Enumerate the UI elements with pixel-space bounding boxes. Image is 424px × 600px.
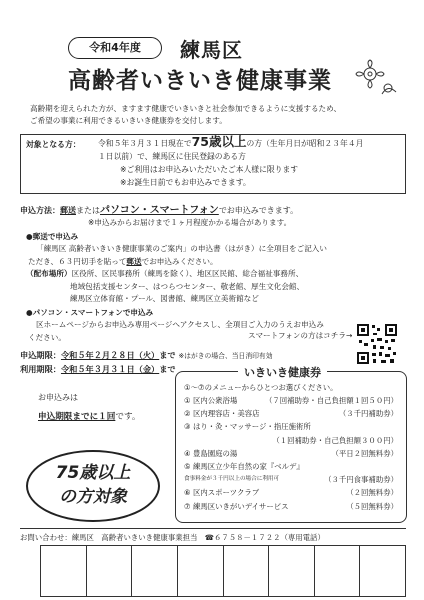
method-tail: でお申込みできます。 [218, 206, 299, 215]
ticket-row-detail: （３千円食事補助券） [324, 475, 398, 485]
ticket-row-label: ⑥ 区内スポーツクラブ [184, 488, 260, 498]
once-line2 [38, 410, 140, 422]
page-title: 高齢者いきいき健康事業 [68, 68, 332, 94]
grid-cell [87, 546, 133, 596]
dist-line: 区役所、区民事務所（練馬を除く）、地区区民館、総合福祉事務所、 [71, 269, 304, 279]
badge-line: の方対象 [59, 487, 127, 507]
age-badge [26, 450, 160, 522]
qr-code[interactable] [355, 322, 399, 366]
intro-line: ご希望の事業に利用できるいきいき健康券を交付します。 [30, 115, 227, 125]
target-content [98, 135, 363, 189]
use-until: まで [159, 364, 176, 374]
contact-line: お問い合わせ：練馬区 高齢者いきいき健康事業担当 ☎６７５８－１７２２（専用電話） [20, 528, 406, 543]
ticket-row-detail: （５回無料券） [346, 501, 398, 511]
apply-until: まで [159, 350, 176, 360]
ticket-row-label: ⑤ 練馬区立少年自然の家『ベルデ』 [184, 462, 304, 472]
dist-line: 地域包括支援センター、はつらつセンター、敬老館、厚生文化会館、 [70, 281, 305, 291]
badge-line: 75歳以上 [55, 463, 131, 483]
target-text: 令和５年３月３１日現在で [98, 139, 192, 148]
ticket-row [184, 460, 398, 473]
ticket-row-label: ② 区内理容店・美容店 [184, 409, 260, 419]
use-label: 利用期限： [20, 364, 61, 374]
method-online: パソコン・スマートフォン [100, 205, 219, 216]
mail-underline: 郵送 [126, 256, 142, 266]
online-line: 区ホームページからお申込み専用ページへアクセスし、全項目ご入力のうえお申込み [36, 320, 324, 330]
ticket-row [184, 473, 398, 486]
intro-text [30, 103, 402, 126]
method-label: 申込方法： [20, 206, 60, 215]
grid-cell [178, 546, 224, 596]
ticket-intro: ①～⑦のメニューからひとつお選びください。 [184, 383, 338, 392]
ticket-row [184, 420, 398, 433]
target-label: 対象となる方： [26, 140, 81, 149]
ticket-row [184, 394, 398, 407]
ticket-row [184, 447, 398, 460]
apply-note: ※はがきの場合、当日消印有効 [178, 352, 273, 360]
grid-cell [224, 546, 270, 596]
ticket-row-label: ⑦ 練馬区いきがいデイサービス [184, 501, 289, 511]
ticket-row-detail: （平日２回無料券） [331, 448, 398, 458]
target-text: の方（生年月日が昭和２３年４月 [246, 139, 364, 148]
ticket-row-label: ③ はり・灸・マッサージ・指圧施術所 [184, 422, 311, 432]
grid-cell [315, 546, 361, 596]
dist-label: （配布場所） [26, 269, 72, 279]
target-note: ※ご利用はお申込みいただいたご本人様に限ります [120, 165, 299, 174]
mail-line: ただき、６３円切手を貼って [28, 256, 127, 266]
mail-line: でお申込みください。 [141, 256, 218, 266]
ticket-row-detail: （３千円補助券） [338, 409, 398, 419]
mail-section [26, 231, 406, 305]
once-underline: 申込期限までに１回 [38, 412, 116, 422]
target-note: ※お誕生日前でもお申込みできます。 [120, 178, 251, 187]
ticket-row-detail: （７回補助券・自己負担額１回５０円） [264, 396, 398, 405]
smartphone-pointer: スマートフォンの方はコチラ→ [248, 331, 353, 340]
method-line [20, 201, 298, 216]
ward-name: 練馬区 [180, 38, 243, 62]
ticket-row [184, 407, 398, 420]
use-deadline [20, 364, 176, 375]
ticket-row [184, 434, 398, 447]
blank-grid [40, 545, 406, 597]
year-tag: 令和4年度 [68, 37, 162, 59]
mail-line: 「練馬区 高齢者いきいき健康事業のご案内」の申込書（はがき）に全項目をご記入い [36, 244, 327, 254]
grid-cell [41, 546, 87, 596]
ticket-row-detail: （１回補助券・自己負担額３００円） [272, 435, 398, 445]
online-line: ください。 [28, 332, 66, 342]
method-note: ※申込みからお届けまで１ヶ月程度かかる場合があります。 [88, 218, 292, 227]
dist-line: 練馬区立体育館・プール、図書館、練馬区立美術館など [70, 294, 259, 304]
ticket-list [184, 394, 398, 513]
apply-label: 申込期限： [20, 350, 61, 360]
ticket-row-label: ① 区内公衆浴場 [184, 396, 238, 405]
ticket-row [184, 486, 398, 499]
grid-cell [360, 546, 405, 596]
method-mail: 郵送 [60, 206, 76, 215]
grid-cell [269, 546, 315, 596]
method-or: または [76, 206, 100, 215]
ticket-row-label: ④ 豊島園庭の湯 [184, 448, 238, 458]
mail-head: ●郵送で申込み [26, 232, 79, 241]
target-age: 75歳以上 [191, 134, 247, 149]
online-head: ●パソコン・スマートフォンで申込み [26, 308, 154, 317]
apply-date: 令和５年２月２８日（火） [60, 350, 160, 360]
apply-deadline [20, 350, 273, 361]
flower-icon [352, 58, 400, 98]
ticket-row [184, 500, 398, 513]
target-text: １日以前）で、練馬区に住民登録のある方 [98, 152, 246, 161]
once-line1: お申込みは [38, 393, 78, 402]
ticket-row-detail: （２回無料券） [346, 488, 398, 498]
ticket-row-label: 食事料金が３千円以上の場合に利用可 [184, 476, 280, 483]
intro-line: 高齢期を迎えられた方が、ますます健康でいきいきと社会参加できるように支援するため、 [30, 104, 342, 113]
ticket-title: いきいき健康券 [238, 364, 327, 380]
once-tail: です。 [115, 412, 141, 422]
grid-cell [132, 546, 178, 596]
use-date: 令和５年３月３１日（金） [60, 364, 160, 374]
